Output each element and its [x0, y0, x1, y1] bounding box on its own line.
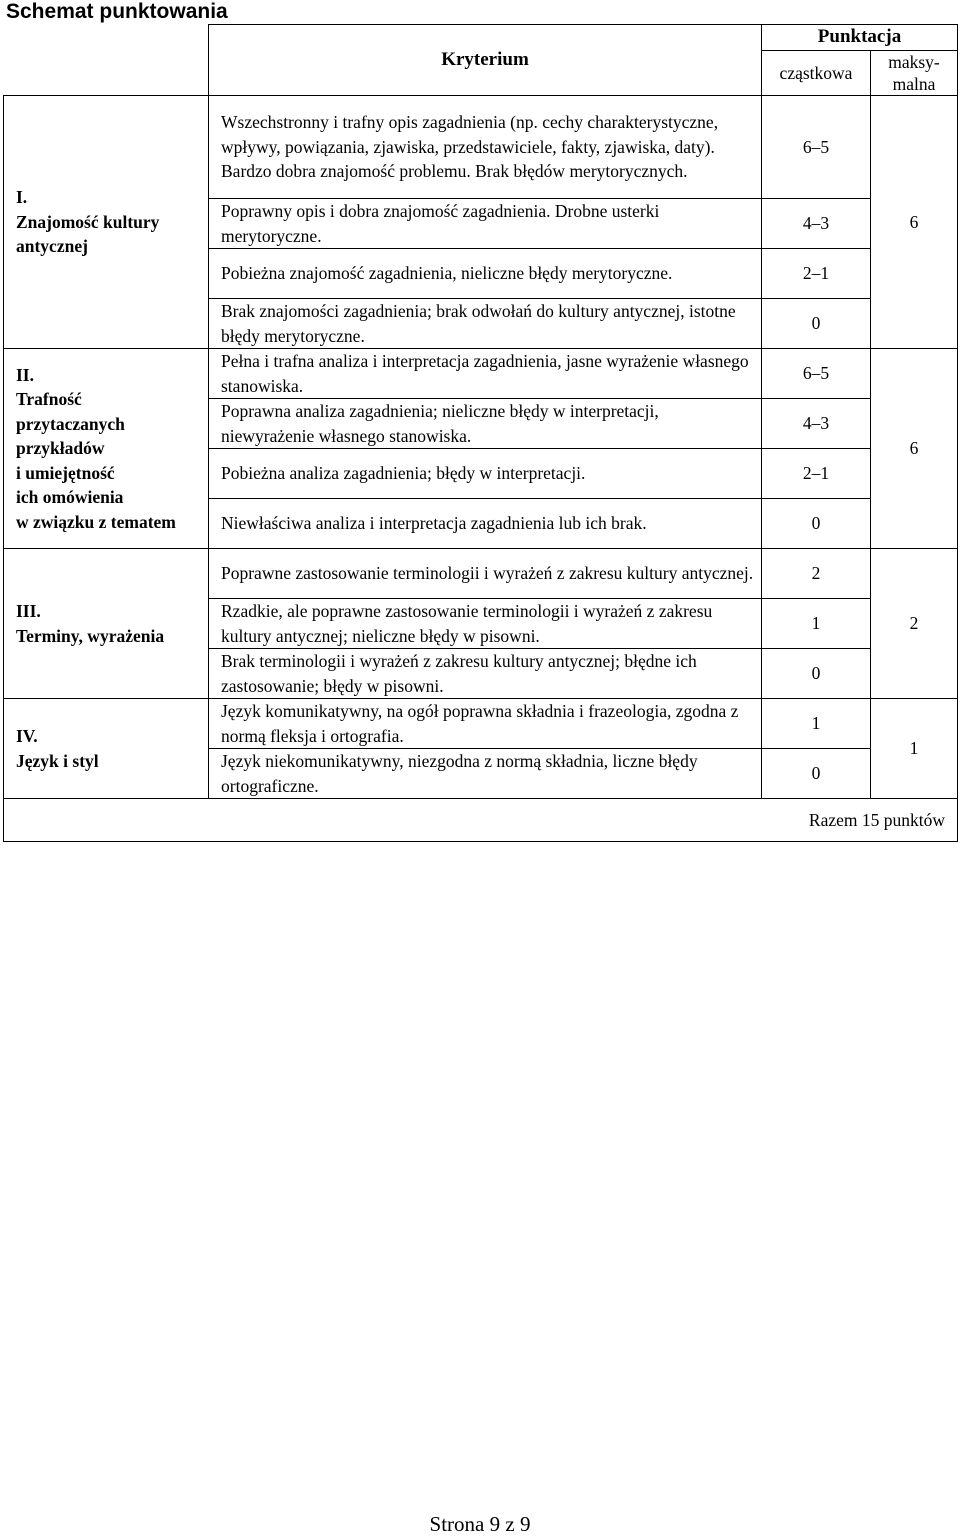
- criterion-text: Poprawny opis i dobra znajomość zagadnienia. Drobne usterki merytoryczne.: [209, 199, 762, 249]
- section-4-area: [4, 699, 209, 799]
- section-3-area: [4, 549, 209, 699]
- page-footer: Strona 9 z 9: [429, 1512, 531, 1536]
- criterion-text: Język niekomunikatywny, niezgodna z normą składnia, liczne błędy ortograficzne.: [209, 749, 762, 799]
- header-area-blank: [4, 25, 209, 96]
- section-3-max: 2: [871, 549, 958, 699]
- partial-points: 0: [762, 499, 871, 549]
- partial-points: 0: [762, 299, 871, 349]
- section-2-name-line: Trafność: [16, 389, 82, 410]
- section-1-name-line: Znajomość kultury: [16, 211, 160, 232]
- partial-points: 1: [762, 599, 871, 649]
- section-1-number: I.: [16, 187, 28, 208]
- partial-points: 4–3: [762, 199, 871, 249]
- header-scoring: Punktacja: [762, 25, 958, 51]
- section-4-max: 1: [871, 699, 958, 799]
- section-2-name-line: i umiejętność: [16, 462, 115, 483]
- criterion-text: Pobieżna analiza zagadnienia; błędy w interpretacji.: [209, 449, 762, 499]
- section-2-name-line: ich omówienia: [16, 487, 124, 508]
- section-3-name-line: Terminy, wyrażenia: [16, 625, 165, 646]
- section-4-name-line: Język i styl: [16, 750, 99, 771]
- partial-points: 2: [762, 549, 871, 599]
- criterion-text: Język komunikatywny, na ogół poprawna składnia i frazeologia, zgodna z normą fleksja i ortografia.: [209, 699, 762, 749]
- section-2-name-line: przykładów: [16, 438, 105, 459]
- section-2-max: 6: [871, 349, 958, 549]
- section-2-number: II.: [16, 364, 34, 385]
- header-criterion: Kryterium: [209, 25, 762, 96]
- criterion-text: Rzadkie, ale poprawne zastosowanie terminologii i wyrażeń z zakresu kultury antycznej; nieliczne błędy w pisowni.: [209, 599, 762, 649]
- partial-points: 2–1: [762, 249, 871, 299]
- partial-points: 6–5: [762, 96, 871, 199]
- section-3-number: III.: [16, 601, 41, 621]
- page-title: Schemat punktowania: [6, 0, 228, 23]
- criterion-text: Poprawne zastosowanie terminologii i wyrażeń z zakresu kultury antycznej.: [209, 549, 762, 599]
- criterion-text: Wszechstronny i trafny opis zagadnienia (np. cechy charakterystyczne, wpływy, powiązania, zjawiska, przedstawiciele, fakty, zjawiska, daty). Bardzo dobra znajomość problemu. Brak błędów merytorycznych.: [209, 96, 762, 199]
- total-points: Razem 15 punktów: [4, 799, 958, 842]
- partial-points: 0: [762, 649, 871, 699]
- section-1-area: [4, 96, 209, 349]
- section-4-number: IV.: [16, 726, 38, 746]
- criterion-text: Niewłaściwa analiza i interpretacja zagadnienia lub ich brak.: [209, 499, 762, 549]
- header-partial: cząstkowa: [762, 51, 871, 96]
- scoring-table: [3, 24, 958, 842]
- header-max-line1: maksy-: [888, 52, 940, 72]
- partial-points: 1: [762, 699, 871, 749]
- criterion-text: Pełna i trafna analiza i interpretacja zagadnienia, jasne wyrażenie własnego stanowiska.: [209, 349, 762, 399]
- criterion-text: Pobieżna znajomość zagadnienia, nieliczne błędy merytoryczne.: [209, 249, 762, 299]
- criterion-text: Poprawna analiza zagadnienia; nieliczne błędy w interpretacji, niewyrażenie własnego stanowiska.: [209, 399, 762, 449]
- section-1-name-line: antycznej: [16, 236, 88, 257]
- partial-points: 0: [762, 749, 871, 799]
- partial-points: 2–1: [762, 449, 871, 499]
- criterion-text: Brak znajomości zagadnienia; brak odwołań do kultury antycznej, istotne błędy merytoryczne.: [209, 299, 762, 349]
- section-2-area: [4, 349, 209, 549]
- header-max-line2: malna: [892, 74, 936, 94]
- partial-points: 4–3: [762, 399, 871, 449]
- criterion-text: Brak terminologii i wyrażeń z zakresu kultury antycznej; błędne ich zastosowanie; błędy w pisowni.: [209, 649, 762, 699]
- partial-points: 6–5: [762, 349, 871, 399]
- section-1-max: 6: [871, 96, 958, 349]
- section-2-name-line: przytaczanych: [16, 413, 125, 434]
- header-max: [871, 51, 958, 96]
- section-2-name-line: w związku z tematem: [16, 511, 176, 532]
